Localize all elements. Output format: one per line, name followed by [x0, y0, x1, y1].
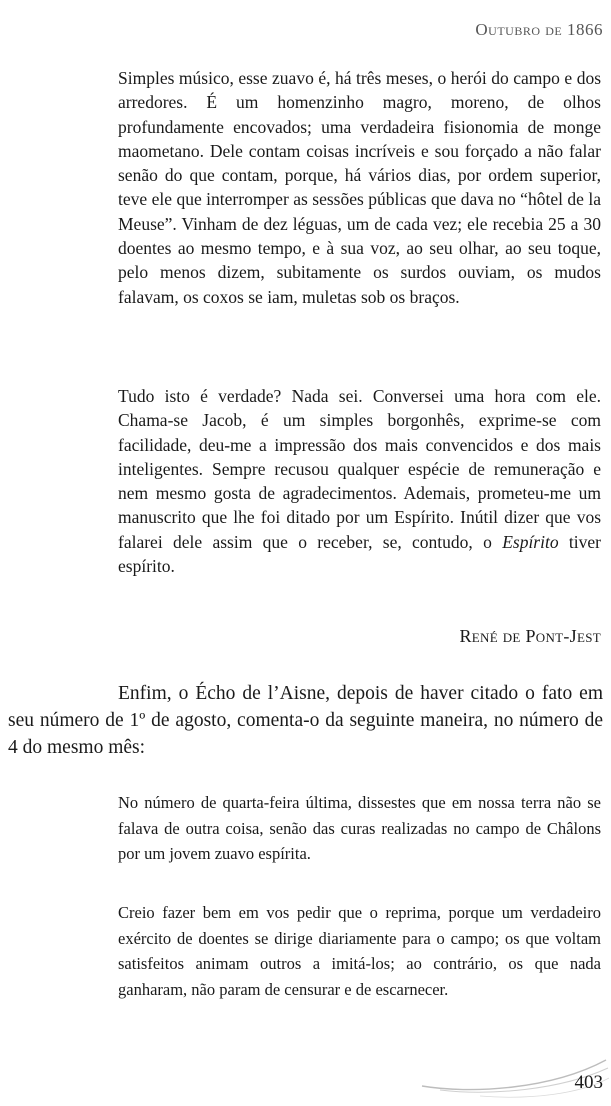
quote-block-3b [118, 900, 601, 1002]
quote-paragraph: No número de quarta-feira última, dissestes que em nossa terra não se falava de outra coisa, senão das curas realizadas no campo de Châlons por um jovem zuavo espírita. [118, 793, 601, 863]
quote-block-1 [118, 66, 601, 309]
page-number: 403 [574, 1072, 603, 1093]
main-text [8, 680, 603, 761]
quote-italic-text: Espírito [502, 531, 559, 552]
quote-paragraph: Creio fazer bem em vos pedir que o reprima, porque um verdadeiro exército de doentes se dirige diariamente para o campo; os que voltam satisfeitos animam outros a imitá-los; ao contrário, os que nada ganharam, não param de censurar e de escarnecer. [118, 903, 601, 999]
quote-text: tiver espírito. [118, 531, 601, 577]
quote-paragraph [118, 384, 601, 578]
signature: René de Pont-Jest [459, 626, 601, 646]
main-paragraph: Enfim, o Écho de l’Aisne, depois de haver citado o fato em seu número de 1º de agosto, comenta-o da seguinte maneira, no número de 4 do mesmo mês: [8, 683, 603, 758]
running-header: Outubro de 1866 [475, 20, 603, 39]
quote-text: Tudo isto é verdade? Nada sei. Conversei uma hora com ele. Chama-se Jacob, é um simples borgonhês, exprime-se com facilidade, deu-me a impressão dos mais convencidos e dos mais inteligentes. Sempre recusou qualquer espécie de remuneração e nem mesmo gosta de agradecimentos. Ademais, prometeu-me um manuscrito que lhe foi ditado por um Espírito. Inútil dizer que vos falarei dele assim que o receber, se, contudo, o [118, 386, 601, 552]
quote-block-2 [118, 384, 601, 578]
quote-block-3a [118, 790, 601, 867]
quote-paragraph: Simples músico, esse zuavo é, há três meses, o herói do campo e dos arredores. É um homenzinho magro, moreno, de olhos profundamente encovados; uma verdadeira fisionomia de monge maometano. Dele contam coisas incríveis e sou forçado a não falar senão do que contam, porque, há vários dias, por ordem superior, teve ele que interromper as sessões públicas que dava no “hôtel de la Meuse”. Vinham de dez léguas, um de cada vez; ele recebia 25 a 30 doentes ao mesmo tempo, e à sua voz, ao seu olhar, ao seu toque, pelo menos dizem, subitamente os surdos ouviam, os mudos falavam, os coxos se iam, muletas sob os braços. [118, 68, 601, 307]
